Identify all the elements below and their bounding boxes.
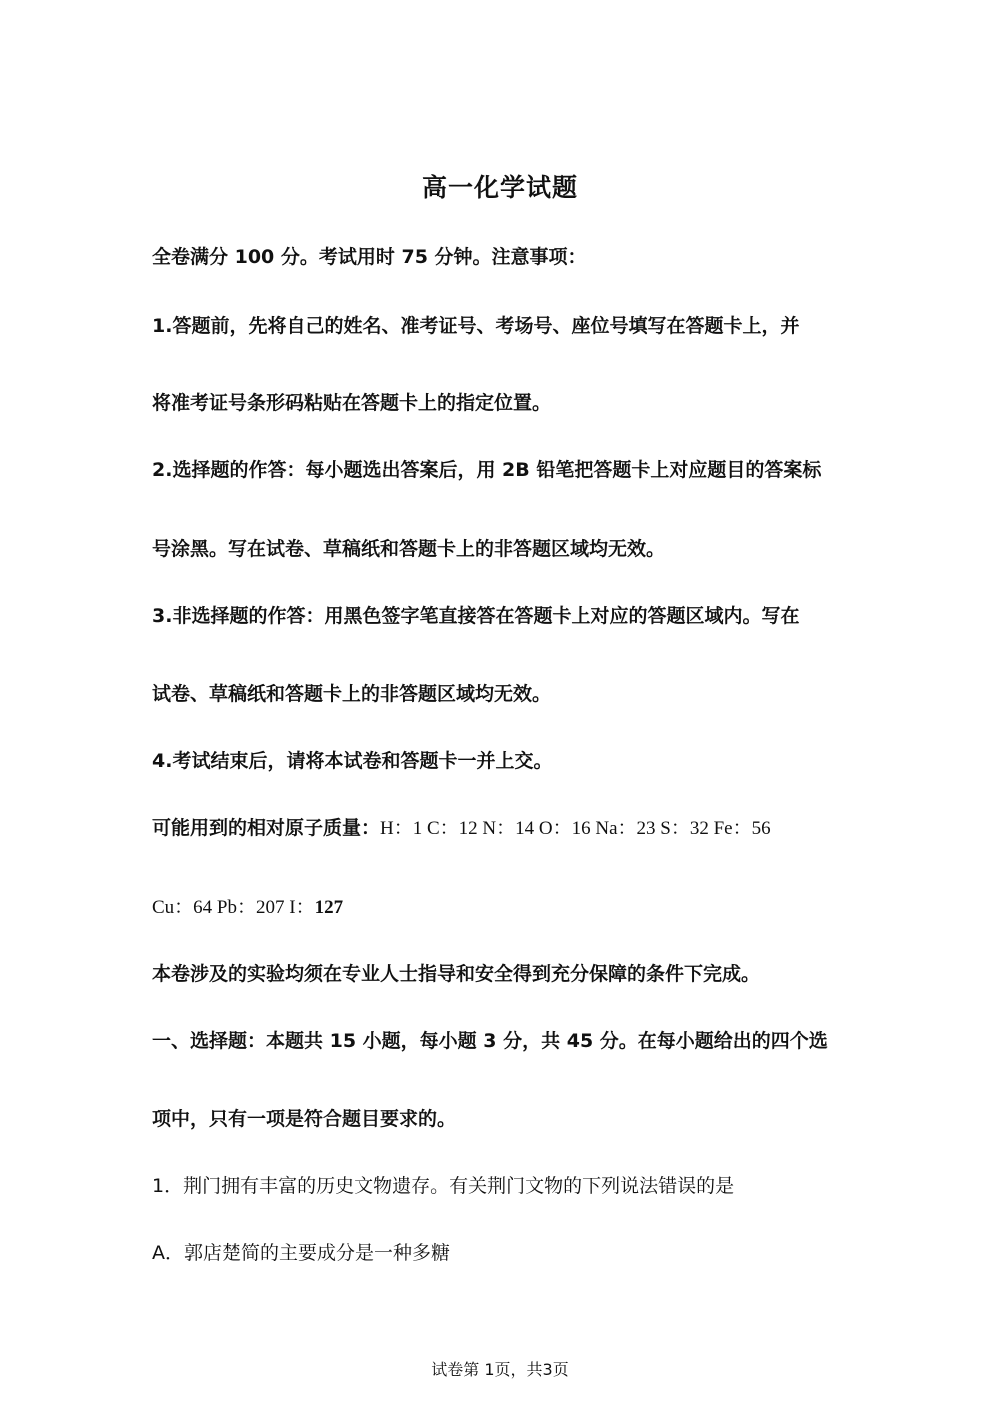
atomic-mass-line-1 bbox=[152, 815, 771, 842]
question-1-stem: 1．荆门拥有丰富的历史文物遗存。有关荆门文物的下列说法错误的是 bbox=[152, 1175, 735, 1197]
note-3-line-2: 试卷、草稿纸和答题卡上的非答题区域均无效。 bbox=[152, 683, 552, 705]
page-footer: 试卷第 1页，共3页 bbox=[431, 1360, 569, 1379]
note-2-line-2: 号涂黑。写在试卷、草稿纸和答题卡上的非答题区域均无效。 bbox=[152, 538, 666, 560]
atomic-mass-iodine-value: 127 bbox=[314, 897, 344, 918]
note-3-line-1: 3.非选择题的作答：用黑色签字笔直接答在答题卡上对应的答题区域内。写在 bbox=[152, 605, 800, 627]
section1-heading-line-1: 一、选择题：本题共 15 小题，每小题 3 分，共 45 分。在每小题给出的四个选 bbox=[152, 1030, 828, 1052]
note-1-line-2: 将准考证号条形码粘贴在答题卡上的指定位置。 bbox=[152, 392, 552, 414]
note-1-line-1: 1.答题前，先将自己的姓名、准考证号、考场号、座位号填写在答题卡上，并 bbox=[152, 315, 800, 337]
atomic-mass-values-2: Cu：64 Pb：207 I： bbox=[152, 897, 315, 918]
intro-text: 全卷满分 100 分。考试用时 75 分钟。注意事项： bbox=[152, 246, 587, 268]
section1-heading-line-2: 项中，只有一项是符合题目要求的。 bbox=[152, 1108, 457, 1130]
safety-note: 本卷涉及的实验均须在专业人士指导和安全得到充分保障的条件下完成。 bbox=[152, 963, 761, 985]
atomic-mass-line-2 bbox=[152, 894, 343, 921]
atomic-mass-values-1: H：1 C：12 N：14 O：16 Na：23 S：32 Fe：56 bbox=[380, 818, 771, 839]
note-4-line-1: 4.考试结束后，请将本试卷和答题卡一并上交。 bbox=[152, 750, 553, 772]
page-title: 高一化学试题 bbox=[421, 173, 578, 202]
atomic-mass-label: 可能用到的相对原子质量： bbox=[152, 817, 381, 839]
note-2-line-1: 2.选择题的作答：每小题选出答案后，用 2B 铅笔把答题卡上对应题目的答案标 bbox=[152, 459, 822, 481]
question-1-option-a: A．郭店楚简的主要成分是一种多糖 bbox=[152, 1242, 450, 1264]
